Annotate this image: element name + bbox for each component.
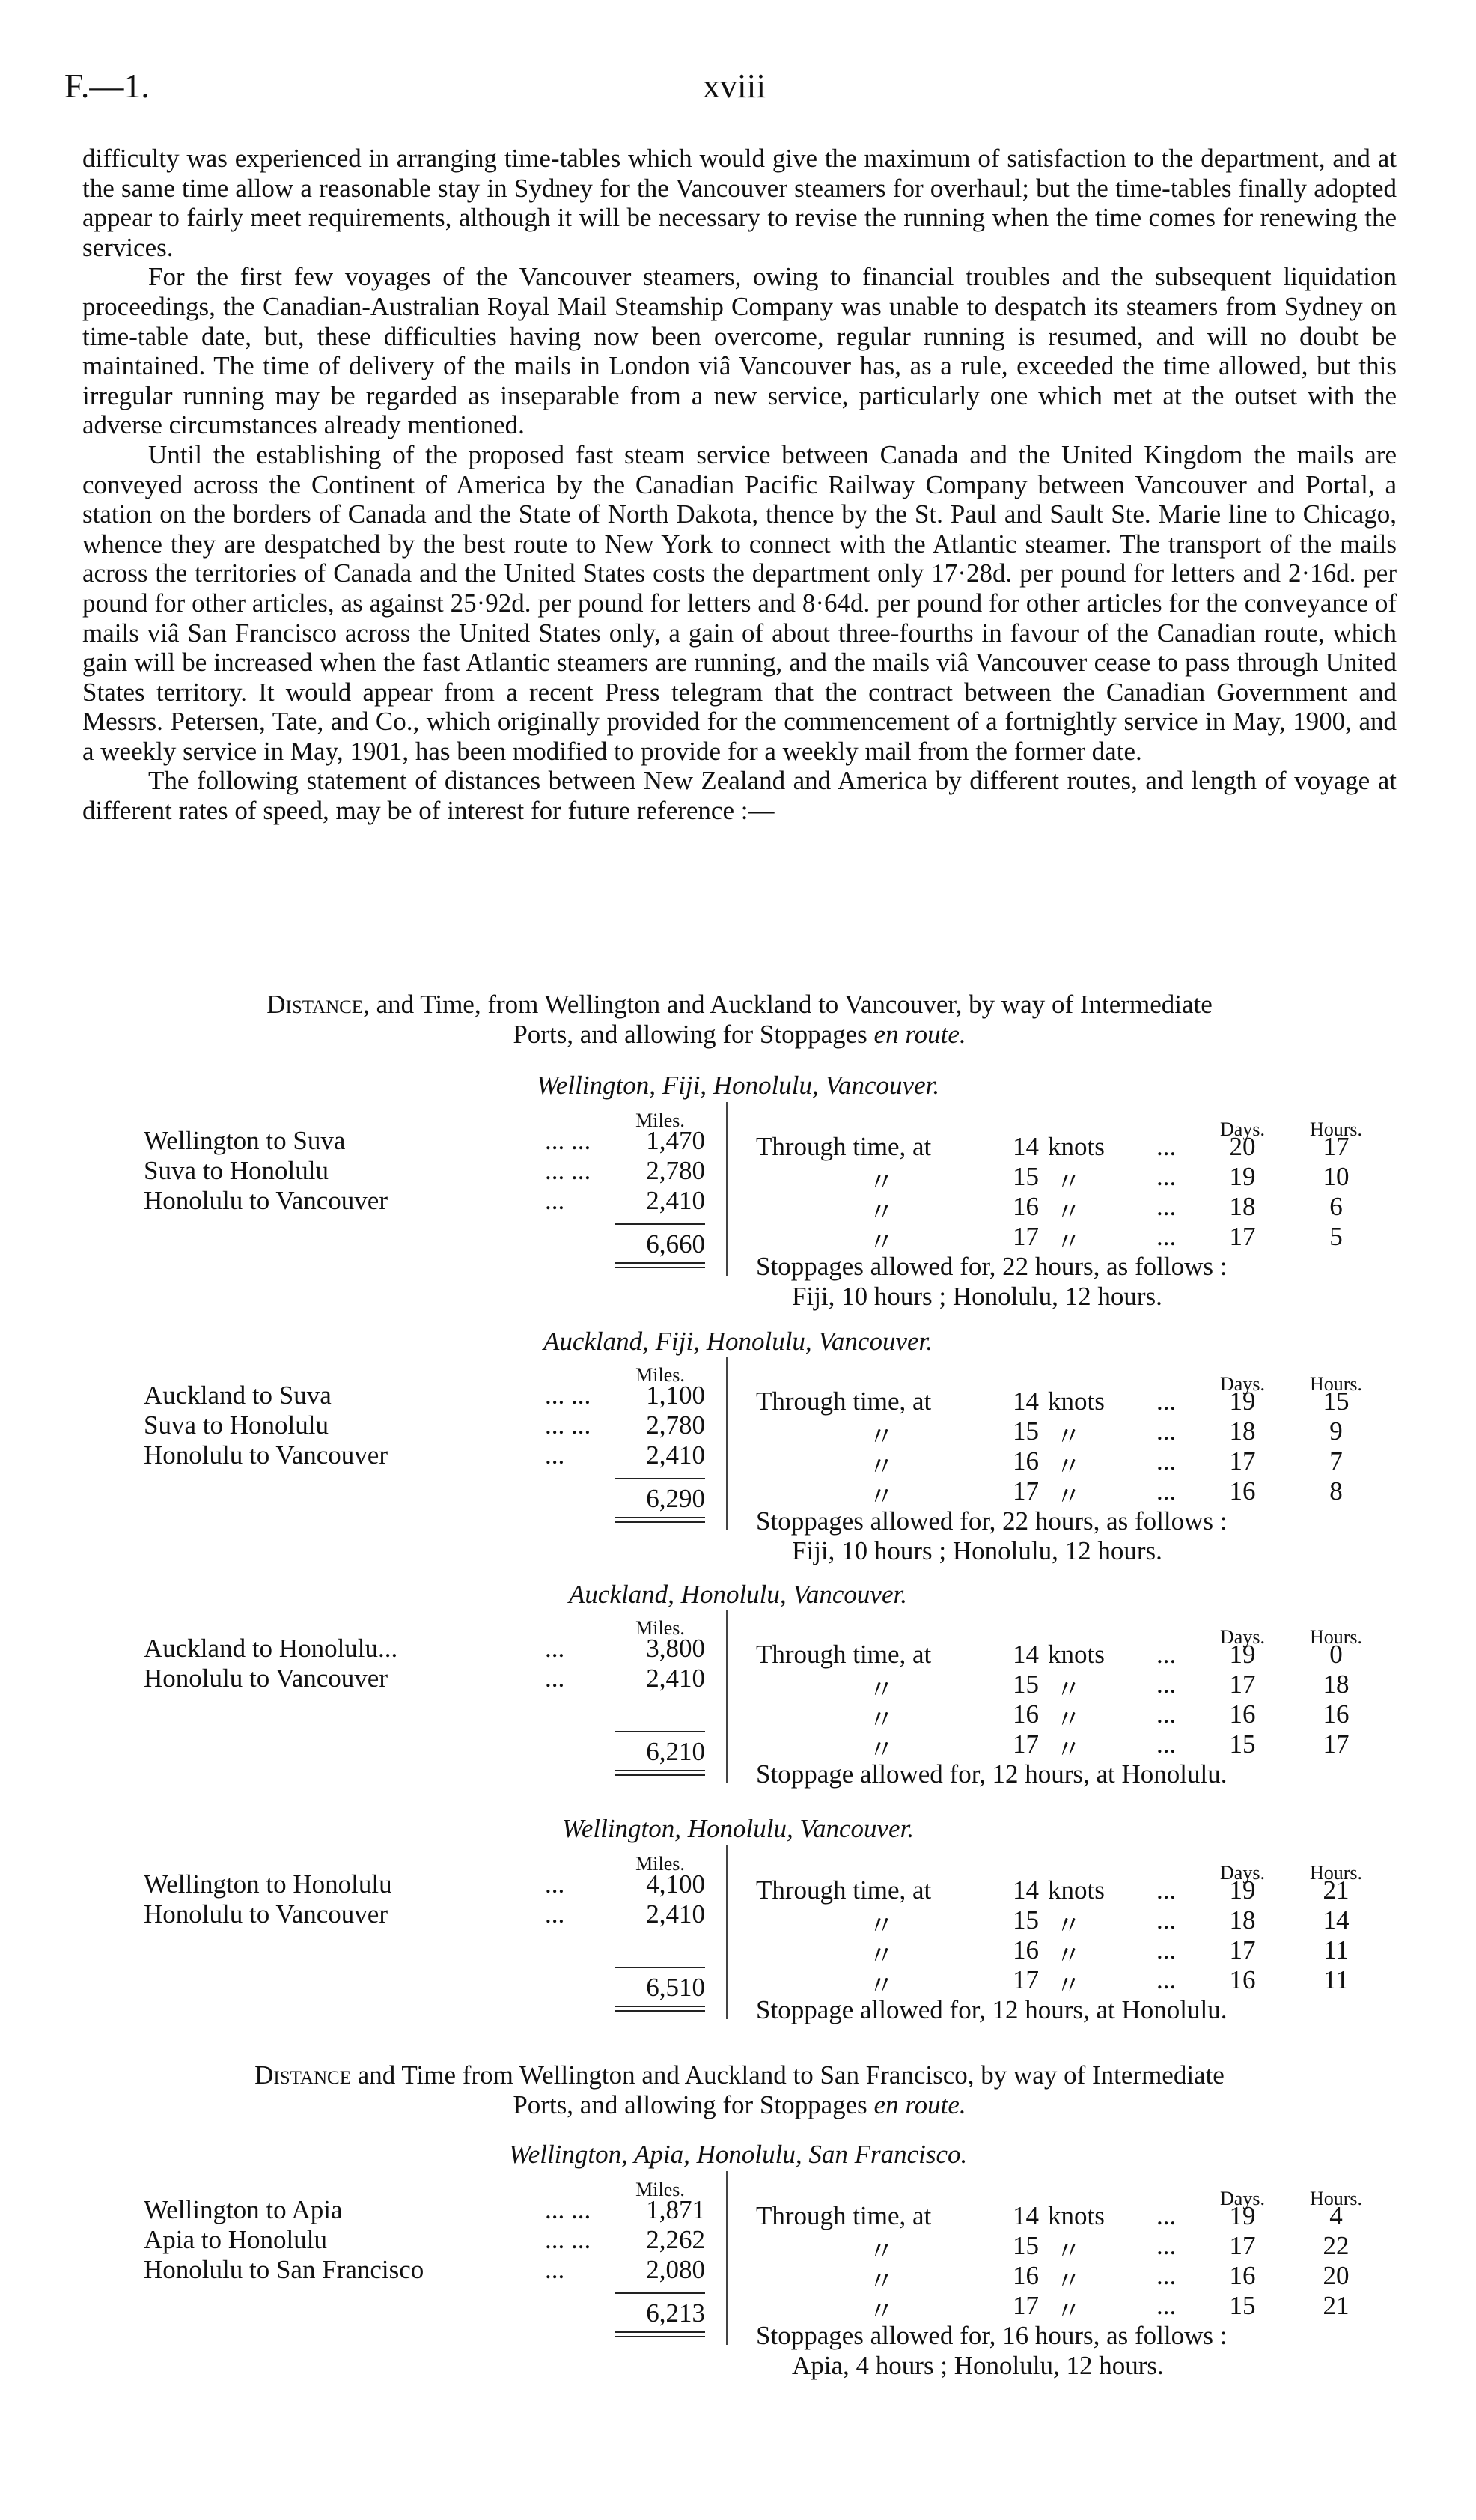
leg-miles: 2,410 [646,1186,705,1215]
total-miles: 6,290 [646,1484,705,1513]
leg-miles: 1,470 [646,1126,705,1155]
speed-knots: 15 [1013,1670,1039,1699]
leg-dots: ... [545,1440,565,1470]
speed-knots: 15 [1013,1416,1039,1446]
ditto-mark: 〃 [1055,1911,1082,1941]
voyage-hours: 11 [1323,1965,1349,1994]
ditto-mark: 〃 [1055,1168,1082,1197]
voyage-hours: 17 [1323,1729,1350,1759]
leg-miles: 2,080 [646,2255,705,2284]
leg-label: Honolulu to Vancouver [144,1899,388,1929]
voyage-hours: 14 [1323,1905,1350,1935]
ditto-mark: 〃 [868,1168,895,1197]
days-header: Days. [1220,2188,1265,2209]
hours-header: Hours. [1309,1119,1363,1140]
leader-dots: ... [1156,1729,1177,1759]
speed-knots: 17 [1013,1729,1039,1759]
leader-dots: ... [1156,1446,1177,1476]
total-miles: 6,660 [646,1229,705,1259]
voyage-days: 16 [1229,2261,1256,2290]
ditto-mark: 〃 [1055,1422,1082,1452]
speed-knots: 16 [1013,1935,1039,1964]
paragraph-2: For the first few voyages of the Vancouver steamers, owing to financial troubles and the subsequent liquidation proceedings, the Canadian-Australian Royal Mail Steamship Company was unable to despatch its steamers from Sydney on time-table date, but, these difficulties having now been overcome, regular running is resumed, and will no doubt be maintained. The time of delivery of the mails in London viâ Vancouver has, as a rule, exceeded the time allowed, but this irregular running may be regarded as inseparable from a new service, particularly one which met at the outset with the adverse circumstances already mentioned. [82,262,1397,440]
ditto-mark: 〃 [868,1705,895,1735]
voyage-days: 16 [1229,1476,1256,1506]
voyage-days: 19 [1229,1875,1256,1905]
voyage-days: 19 [1229,1640,1256,1669]
section-title-en-route: en route. [873,1020,966,1049]
speed-knots: 16 [1013,2261,1039,2290]
voyage-days: 15 [1229,2291,1256,2320]
leader-dots: ... [1156,1670,1177,1699]
through-time-label: Through time, at [756,1640,932,1669]
section-title-text: and Time from Wellington and Auckland to San Francisco, by way of Intermediate [350,2060,1225,2090]
leg-dots: ... [545,1869,565,1899]
voyage-hours: 21 [1323,2291,1350,2320]
leader-dots: ... [1156,1416,1177,1446]
days-header: Days. [1220,1862,1265,1884]
ditto-mark: 〃 [868,1676,895,1705]
ditto-mark: 〃 [1055,1941,1082,1970]
ditto-mark: 〃 [1055,2267,1082,2296]
speed-knots: 17 [1013,1222,1039,1251]
knots-unit: knots [1048,2201,1105,2230]
ditto-mark: 〃 [868,1941,895,1970]
leg-label: Wellington to Honolulu [144,1869,392,1899]
leg-miles: 1,100 [646,1381,705,1410]
days-header: Days. [1220,1373,1265,1395]
section-title-line2: Ports, and allowing for Stoppages [513,1020,874,1049]
body-text [82,144,1397,826]
voyage-hours: 21 [1323,1875,1350,1905]
miles-header: Miles. [635,1617,685,1639]
leg-miles: 2,410 [646,1899,705,1929]
leg-label: Honolulu to San Francisco [144,2255,424,2284]
speed-knots: 14 [1013,2201,1039,2230]
total-double-rule [615,2006,705,2012]
voyage-hours: 11 [1323,1935,1349,1964]
section-title-smallcaps: Distance [266,990,364,1019]
page-header [64,66,1404,111]
total-double-rule [615,1770,705,1776]
miles-header: Miles. [635,1364,685,1386]
ditto-mark: 〃 [868,1735,895,1765]
ditto-mark: 〃 [868,1422,895,1452]
leader-dots: ... [1156,1935,1177,1964]
subtotal-rule [615,1967,705,1968]
miles-header: Miles. [635,1110,685,1131]
speed-knots: 17 [1013,1965,1039,1994]
ditto-mark: 〃 [1055,1452,1082,1482]
leg-label: Honolulu to Vancouver [144,1664,388,1693]
speed-knots: 16 [1013,1192,1039,1221]
leg-dots: ... [545,1664,565,1693]
voyage-hours: 9 [1329,1416,1343,1446]
leg-miles: 3,800 [646,1634,705,1663]
section-title-san-francisco [82,2060,1397,2120]
voyage-hours: 15 [1323,1387,1350,1416]
ditto-mark: 〃 [1055,2237,1082,2266]
through-time-label: Through time, at [756,2201,932,2230]
leader-dots: ... [1156,1965,1177,1994]
leg-dots: ... [545,1186,565,1215]
section-title-vancouver [82,990,1397,1050]
leg-miles: 2,780 [646,1410,705,1440]
leader-dots: ... [1156,1476,1177,1506]
through-time-label: Through time, at [756,1387,932,1416]
leg-dots: ... ... [545,2195,591,2224]
voyage-days: 20 [1229,1132,1256,1161]
speed-knots: 15 [1013,2231,1039,2260]
speed-knots: 14 [1013,1640,1039,1669]
leader-dots: ... [1156,2231,1177,2260]
miles-header: Miles. [635,2179,685,2200]
leader-dots: ... [1156,1699,1177,1729]
voyage-days: 19 [1229,1387,1256,1416]
voyage-days: 19 [1229,2201,1256,2230]
stoppage-note: Stoppage allowed for, 12 hours, at Honolulu. [756,1759,1228,1789]
speed-knots: 16 [1013,1446,1039,1476]
voyage-hours: 10 [1323,1162,1350,1191]
column-divider [726,1102,728,1276]
paragraph-4: The following statement of distances between New Zealand and America by different routes, and length of voyage at different rates of speed, may be of interest for future reference :— [82,766,1397,826]
section-title-en-route: en route. [873,2090,966,2119]
ditto-mark: 〃 [868,1228,895,1257]
voyage-days: 19 [1229,1162,1256,1191]
stoppage-note: Stoppages allowed for, 16 hours, as follows : [756,2321,1228,2350]
leg-label: Wellington to Apia [144,2195,343,2224]
leg-label: Suva to Honolulu [144,1410,329,1440]
leader-dots: ... [1156,1875,1177,1905]
voyage-hours: 17 [1323,1132,1350,1161]
leg-miles: 2,410 [646,1664,705,1693]
route-title: Auckland, Honolulu, Vancouver. [569,1580,907,1609]
total-miles: 6,510 [646,1973,705,2002]
through-time-label: Through time, at [756,1875,932,1905]
ditto-mark: 〃 [868,1482,895,1512]
stoppage-detail: Apia, 4 hours ; Honolulu, 12 hours. [792,2351,1164,2380]
leg-dots: ... [545,2255,565,2284]
through-time-label: Through time, at [756,1132,932,1161]
subtotal-rule [615,1731,705,1732]
leader-dots: ... [1156,1132,1177,1161]
stoppage-note: Stoppages allowed for, 22 hours, as follows : [756,1252,1228,1281]
leader-dots: ... [1156,2201,1177,2230]
leg-label: Auckland to Honolulu... [144,1634,398,1663]
leg-miles: 4,100 [646,1869,705,1899]
section-title-line2: Ports, and allowing for Stoppages [513,2090,874,2119]
ditto-mark: 〃 [868,1971,895,2000]
voyage-hours: 4 [1329,2201,1343,2230]
voyage-days: 18 [1229,1905,1256,1935]
column-divider [726,1357,728,1530]
voyage-hours: 8 [1329,1476,1343,1506]
voyage-days: 15 [1229,1729,1256,1759]
leader-dots: ... [1156,1162,1177,1191]
leader-dots: ... [1156,1640,1177,1669]
ditto-mark: 〃 [1055,1971,1082,2000]
column-divider [726,1610,728,1783]
paragraph-3: Until the establishing of the proposed fast steam service between Canada and the United Kingdom the mails are conveyed across the Continent of America by the Canadian Pacific Railway Company between Vancouver and Portal, a station on the borders of Canada and the State of North Dakota, thence by the St. Paul and Sault Ste. Marie line to Chicago, whence they are despatched by the best route to New York to connect with the Atlantic steamer. The transport of the mails across the territories of Canada and the United States costs the department only 17·28d. per pound for letters and 2·16d. per pound for other articles, as against 25·92d. per pound for letters and 8·64d. per pound for other articles for the conveyance of mails viâ San Francisco across the United States only, a gain of about three-fourths in favour of the Canadian route, which gain will be increased when the fast Atlantic steamers are running, and the mails viâ Vancouver cease to pass through United States territory. It would appear from a recent Press telegram that the contract between the Canadian Government and Messrs. Petersen, Tate, and Co., which originally provided for the commencement of a fortnightly service in May, 1900, and a weekly service in May, 1901, has been modified to provide for a weekly mail from the former date. [82,439,1397,766]
leg-label: Auckland to Suva [144,1381,332,1410]
stoppage-note: Stoppage allowed for, 12 hours, at Honolulu. [756,1995,1228,2024]
voyage-hours: 18 [1323,1670,1350,1699]
leg-label: Suva to Honolulu [144,1156,329,1185]
speed-knots: 15 [1013,1162,1039,1191]
hours-header: Hours. [1309,1373,1363,1395]
voyage-days: 16 [1229,1965,1256,1994]
days-header: Days. [1220,1626,1265,1648]
subtotal-rule [615,2292,705,2294]
leader-dots: ... [1156,1905,1177,1935]
voyage-hours: 20 [1323,2261,1350,2290]
leader-dots: ... [1156,2291,1177,2320]
voyage-hours: 7 [1329,1446,1343,1476]
ditto-mark: 〃 [1055,1228,1082,1257]
ditto-mark: 〃 [1055,1482,1082,1512]
leg-dots: ... ... [545,1410,591,1440]
leg-miles: 2,262 [646,2225,705,2254]
voyage-hours: 5 [1329,1222,1343,1251]
page-number: xviii [702,67,766,105]
route-title: Wellington, Apia, Honolulu, San Francisco. [508,2140,968,2169]
leg-dots: ... ... [545,1126,591,1155]
ditto-mark: 〃 [1055,1198,1082,1227]
knots-unit: knots [1048,1387,1105,1416]
leg-dots: ... [545,1899,565,1929]
leg-label: Wellington to Suva [144,1126,346,1155]
leader-dots: ... [1156,1387,1177,1416]
hours-header: Hours. [1309,1862,1363,1884]
speed-knots: 17 [1013,1476,1039,1506]
leg-miles: 1,871 [646,2195,705,2224]
voyage-days: 16 [1229,1699,1256,1729]
leader-dots: ... [1156,1222,1177,1251]
ditto-mark: 〃 [1055,1735,1082,1765]
leg-miles: 2,780 [646,1156,705,1185]
miles-header: Miles. [635,1853,685,1875]
voyage-hours: 22 [1323,2231,1350,2260]
voyage-days: 17 [1229,1935,1256,1964]
stoppage-note: Stoppages allowed for, 22 hours, as follows : [756,1506,1228,1536]
section-title-smallcaps: Distance [254,2060,351,2090]
total-miles: 6,210 [646,1737,705,1766]
knots-unit: knots [1048,1640,1105,1669]
leader-dots: ... [1156,1192,1177,1221]
total-double-rule [615,2331,705,2337]
knots-unit: knots [1048,1132,1105,1161]
paragraph-1: difficulty was experienced in arranging time-tables which would give the maximum of satisfaction to the department, and at the same time allow a reasonable stay in Sydney for the Vancouver steamers for overhaul; but the time-tables finally adopted appear to fairly meet requirements, although it will be necessary to revise the running when the time comes for renewing the services. [82,144,1397,262]
document-reference: F.—1. [64,67,150,105]
ditto-mark: 〃 [868,2297,895,2326]
speed-knots: 15 [1013,1905,1039,1935]
voyage-days: 18 [1229,1192,1256,1221]
speed-knots: 16 [1013,1699,1039,1729]
route-title: Wellington, Honolulu, Vancouver. [561,1814,915,1843]
total-miles: 6,213 [646,2298,705,2328]
ditto-mark: 〃 [1055,1705,1082,1735]
leg-label: Apia to Honolulu [144,2225,327,2254]
speed-knots: 14 [1013,1875,1039,1905]
voyage-hours: 6 [1329,1192,1343,1221]
route-title: Auckland, Fiji, Honolulu, Vancouver. [543,1327,933,1356]
voyage-hours: 16 [1323,1699,1350,1729]
voyage-days: 17 [1229,1446,1256,1476]
total-double-rule [615,1262,705,1268]
hours-header: Hours. [1309,1626,1363,1648]
leg-label: Honolulu to Vancouver [144,1440,388,1470]
section-title-text: , and Time, from Wellington and Auckland to Vancouver, by way of Intermediate [363,990,1213,1019]
ditto-mark: 〃 [868,2267,895,2296]
ditto-mark: 〃 [1055,1676,1082,1705]
days-header: Days. [1220,1119,1265,1140]
leg-miles: 2,410 [646,1440,705,1470]
ditto-mark: 〃 [868,1198,895,1227]
ditto-mark: 〃 [1055,2297,1082,2326]
leg-dots: ... [545,1634,565,1663]
voyage-days: 17 [1229,2231,1256,2260]
leader-dots: ... [1156,2261,1177,2290]
voyage-days: 18 [1229,1416,1256,1446]
stoppage-detail: Fiji, 10 hours ; Honolulu, 12 hours. [792,1282,1162,1311]
leg-label: Honolulu to Vancouver [144,1186,388,1215]
voyage-days: 17 [1229,1222,1256,1251]
hours-header: Hours. [1309,2188,1363,2209]
column-divider [726,1845,728,2019]
total-double-rule [615,1517,705,1523]
subtotal-rule [615,1223,705,1225]
leg-dots: ... ... [545,1156,591,1185]
ditto-mark: 〃 [868,1452,895,1482]
leg-dots: ... ... [545,1381,591,1410]
ditto-mark: 〃 [868,1911,895,1941]
speed-knots: 14 [1013,1132,1039,1161]
leg-dots: ... ... [545,2225,591,2254]
speed-knots: 17 [1013,2291,1039,2320]
speed-knots: 14 [1013,1387,1039,1416]
route-title: Wellington, Fiji, Honolulu, Vancouver. [536,1071,940,1100]
subtotal-rule [615,1478,705,1479]
voyage-days: 17 [1229,1670,1256,1699]
stoppage-detail: Fiji, 10 hours ; Honolulu, 12 hours. [792,1536,1162,1565]
knots-unit: knots [1048,1875,1105,1905]
voyage-hours: 0 [1329,1640,1343,1669]
ditto-mark: 〃 [868,2237,895,2266]
column-divider [726,2171,728,2345]
